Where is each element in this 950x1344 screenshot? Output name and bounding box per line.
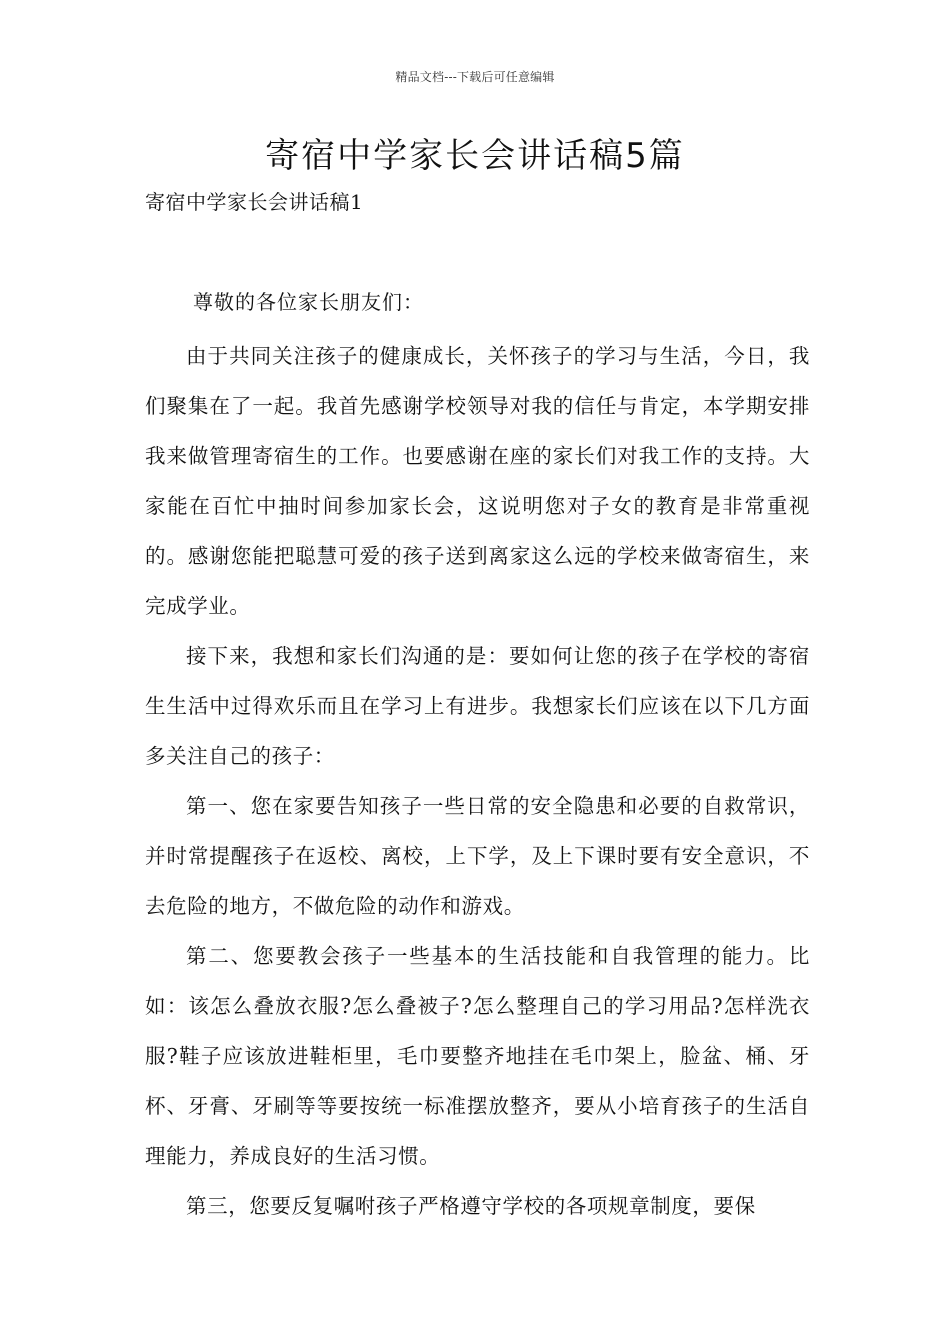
document-body xyxy=(145,331,810,1231)
header-note: 精品文档---下载后可任意编辑 xyxy=(395,70,555,84)
body-paragraph-4: 第二、您要教会孩子一些基本的生活技能和自我管理的能力。比如：该怎么叠放衣服?怎么叠被子?怎么整理自己的学习用品?怎样洗衣服?鞋子应该放进鞋柜里，毛巾要整齐地挂在毛巾架上，脸盆、桶、牙杯、牙膏、牙刷等等要按统一标准摆放整齐，要从小培育孩子的生活自理能力，养成良好的生活习惯。 xyxy=(145,944,810,1168)
body-paragraph-1: 由于共同关注孩子的健康成长，关怀孩子的学习与生活，今日，我们聚集在了一起。我首先感谢学校领导对我的信任与肯定，本学期安排我来做管理寄宿生的工作。也要感谢在座的家长们对我工作的支持。大家能在百忙中抽时间参加家长会，这说明您对子女的教育是非常重视的。感谢您能把聪慧可爱的孩子送到离家这么远的学校来做寄宿生，来完成学业。 xyxy=(145,344,810,618)
document-title: 寄宿中学家长会讲话稿5篇 xyxy=(265,136,685,176)
section-subtitle: 寄宿中学家长会讲话稿1 xyxy=(145,190,364,214)
body-paragraph-3: 第一、您在家要告知孩子一些日常的安全隐患和必要的自救常识，并时常提醒孩子在返校、离校，上下学，及上下课时要有安全意识，不去危险的地方，不做危险的动作和游戏。 xyxy=(145,794,810,918)
body-paragraph-2: 接下来，我想和家长们沟通的是：要如何让您的孩子在学校的寄宿生生活中过得欢乐而且在学习上有进步。我想家长们应该在以下几方面多关注自己的孩子： xyxy=(145,644,810,768)
greeting-line: 尊敬的各位家长朋友们： xyxy=(193,290,424,314)
body-paragraph-5: 第三，您要反复嘱咐孩子严格遵守学校的各项规章制度，要保 xyxy=(186,1194,756,1218)
